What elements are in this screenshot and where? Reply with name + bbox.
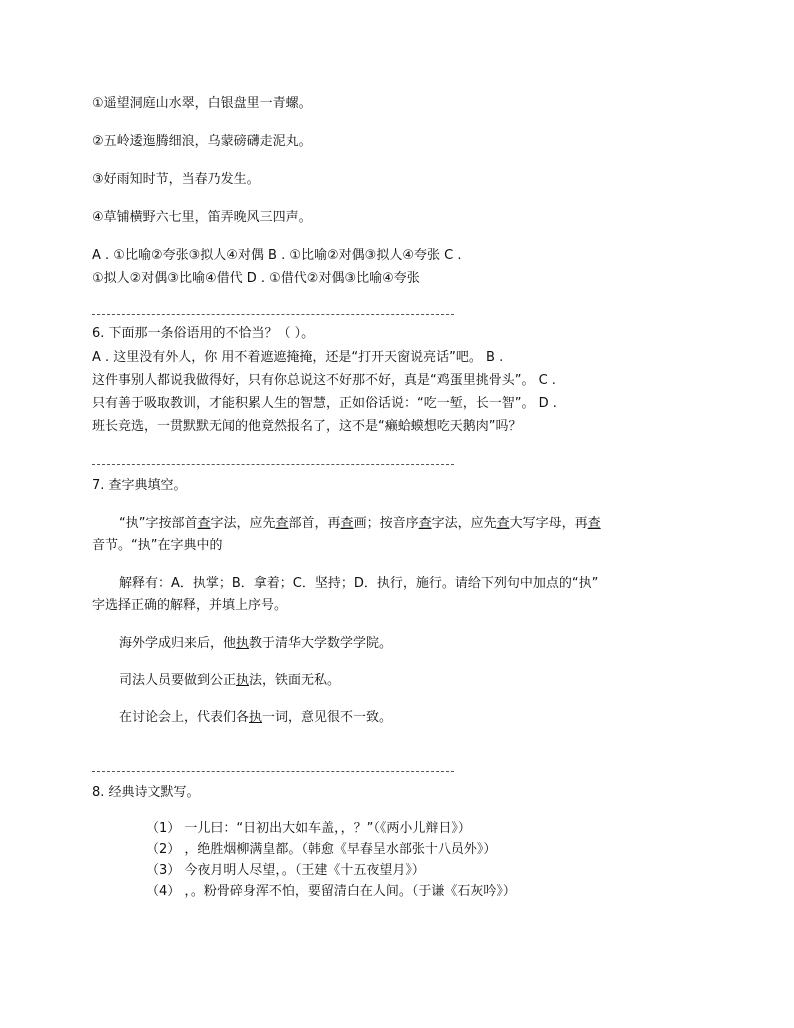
q8-item-3: （3） 今夜月明人尽望，。（王建《十五夜望月》）	[146, 863, 425, 878]
q5-options-line-2: ①拟人②对偶③比喻④借代 D . ①借代②对偶③比喻④夸张	[92, 271, 420, 286]
q7-text: 画；按音序	[353, 516, 419, 531]
q5-item-4: ④草铺横野六七里，笛弄晚风三四声。	[92, 210, 312, 225]
q8-title: 8. 经典诗文默写。	[92, 785, 200, 800]
q5-item-2: ②五岭逶迤腾细浪，乌蒙磅礴走泥丸。	[92, 134, 312, 149]
q7-sentence-text: 司法人员要做到公正	[119, 673, 237, 688]
q6-line-2: 这件事别人都说我做得好，只有你总说这不好那不好，真是“鸡蛋里挑骨头”。 C .	[92, 373, 556, 388]
q7-dotted-char: 执	[236, 673, 250, 688]
separator-1	[92, 314, 454, 315]
q7-sentence-text: 在讨论会上，代表们各	[119, 710, 250, 725]
q7-paragraph-1-line-1	[119, 515, 601, 533]
q7-text: “执”字按部首	[119, 516, 198, 531]
q7-title: 7. 查字典填空。	[92, 478, 187, 493]
q7-underlined-char: 查	[496, 516, 510, 531]
q7-underlined-char: 查	[418, 516, 432, 531]
q6-title: 6. 下面那一条俗语用的不恰当？（ ）。	[92, 326, 315, 341]
q6-line-4: 班长竞选，一贯默默无闻的他竟然报名了，这不是“癞蛤蟆想吃天鹅肉”吗？	[92, 419, 522, 434]
q7-dotted-char: 执	[236, 636, 250, 651]
q7-underlined-char: 查	[340, 516, 354, 531]
q7-sentence-1	[119, 635, 392, 653]
q7-dotted-char: 执	[249, 710, 263, 725]
q7-sentence-text: 一词，意见很不一致。	[262, 710, 393, 725]
q7-paragraph-1-line-2: 音节。“执”在字典中的	[92, 538, 223, 553]
q7-sentence-3	[119, 709, 392, 727]
q7-text: 部首，再	[288, 516, 341, 531]
q7-sentence-2	[119, 672, 340, 690]
separator-3	[92, 771, 454, 772]
q8-item-1: （1） 一儿曰：“日初出大如车盖，，？”（《两小儿辩日》）	[146, 821, 471, 836]
q7-sentence-text: 法，铁面无私。	[249, 673, 341, 688]
q7-text: 字法，应先	[210, 516, 276, 531]
q7-sentence-text: 教于清华大学数学学院。	[249, 636, 393, 651]
q7-paragraph-2-line-1: 解释有：A．执掌；B．拿着；C．坚持；D．执行，施行。请给下列句中加点的“执”	[119, 576, 599, 591]
q7-text: 大写字母，再	[509, 516, 588, 531]
q8-item-4: （4） ，。粉骨碎身浑不怕，要留清白在人间。（于谦《石灰吟》）	[146, 884, 516, 899]
q5-options-line-1: A . ①比喻②夸张③拟人④对偶 B . ①比喻②对偶③拟人④夸张 C .	[92, 248, 462, 263]
q6-line-3: 只有善于吸取教训，才能积累人生的智慧，正如俗话说：“吃一堑，长一智”。 D .	[92, 396, 557, 411]
q5-item-1: ①遥望洞庭山水翠，白银盘里一青螺。	[92, 96, 312, 111]
q7-underlined-char: 查	[197, 516, 211, 531]
q6-line-1: A . 这里没有外人，你 用不着遮遮掩掩，还是“打开天窗说亮话”吧。 B .	[92, 350, 504, 365]
q7-underlined-char: 查	[275, 516, 289, 531]
separator-2	[92, 464, 454, 465]
q5-item-3: ③好雨知时节，当春乃发生。	[92, 172, 260, 187]
q7-paragraph-2-line-2: 字选择正确的解释，并填上序号。	[92, 598, 288, 613]
q7-sentence-text: 海外学成归来后，他	[119, 636, 237, 651]
q7-underlined-char: 查	[587, 516, 601, 531]
q8-item-2: （2） ，绝胜烟柳满皇都。（韩愈《早春呈水部张十八员外》）	[146, 842, 497, 857]
q7-text: 字法，应先	[431, 516, 497, 531]
